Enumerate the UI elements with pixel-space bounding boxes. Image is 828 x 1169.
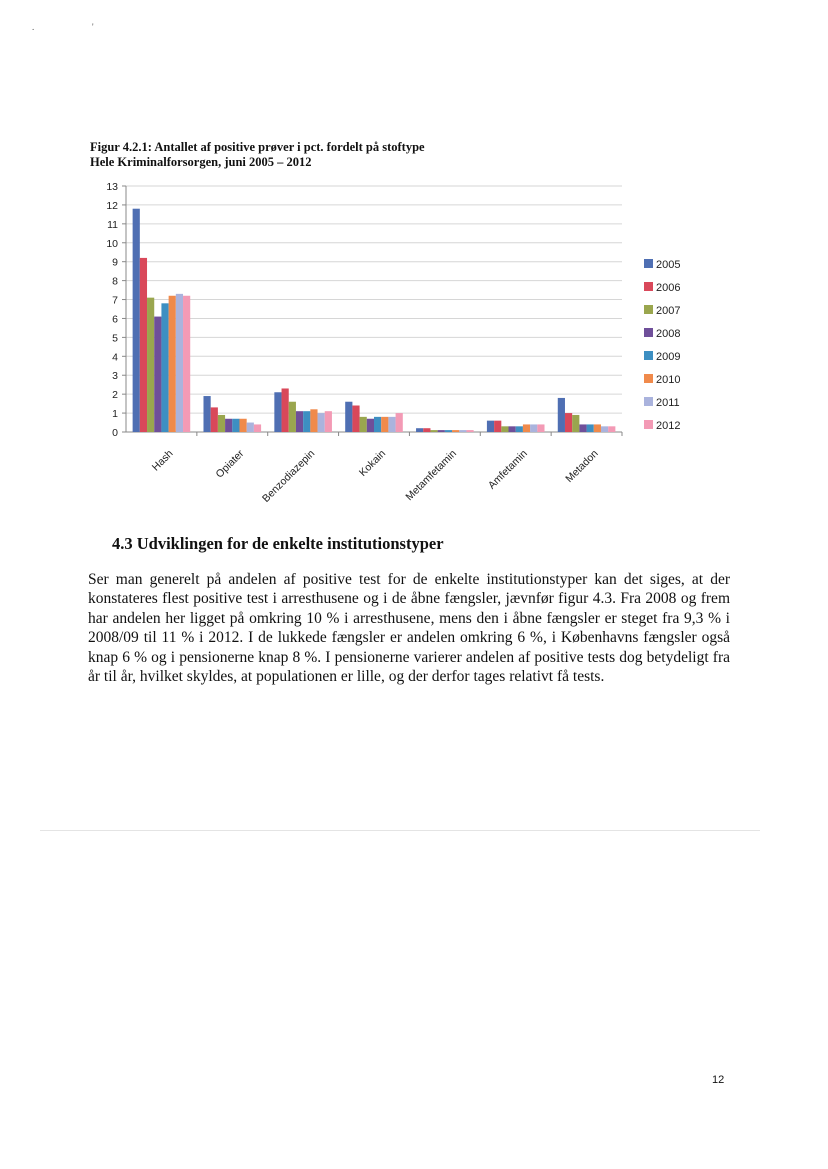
bar-2008-metamfetamin (438, 430, 445, 432)
bar-2007-amfetamin (501, 426, 508, 432)
bar-2008-amfetamin (509, 426, 516, 432)
bar-2012-metamfetamin (466, 430, 473, 432)
bar-chart (0, 0, 828, 520)
bar-2007-opiater (218, 415, 225, 432)
page-divider (40, 830, 760, 831)
y-tick-label: 10 (106, 237, 118, 250)
y-tick-label: 7 (112, 294, 118, 307)
y-tick-label: 3 (112, 370, 118, 383)
page-number: 12 (712, 1074, 725, 1086)
legend-label-2010: 2010 (656, 374, 681, 386)
bar-2011-metamfetamin (459, 430, 466, 432)
bar-2009-benzodiazepin (303, 411, 310, 432)
bar-2005-hash (133, 209, 140, 432)
bar-2006-metamfetamin (423, 428, 430, 432)
bar-2007-hash (147, 298, 154, 432)
bar-2009-kokain (374, 417, 381, 432)
y-tick-label: 4 (112, 351, 118, 364)
bar-2009-hash (161, 303, 168, 432)
bar-2012-metadon (608, 426, 615, 432)
bar-2006-hash (140, 258, 147, 432)
legend-label-2006: 2006 (656, 282, 681, 294)
legend-swatch-2012 (644, 420, 653, 429)
legend-swatch-2007 (644, 305, 653, 314)
bar-2010-hash (169, 296, 176, 432)
y-tick-label: 12 (106, 199, 118, 212)
bar-2006-metadon (565, 413, 572, 432)
bar-2007-metamfetamin (430, 430, 437, 432)
bar-2008-opiater (225, 419, 232, 432)
bar-2006-opiater (211, 407, 218, 432)
bar-2009-metadon (587, 424, 594, 432)
bar-2009-amfetamin (516, 426, 523, 432)
bar-2012-benzodiazepin (325, 411, 332, 432)
bar-2009-opiater (232, 419, 239, 432)
bar-2010-metadon (594, 424, 601, 432)
section-heading: 4.3 Udviklingen for de enkelte institutionstyper (112, 534, 444, 553)
legend-swatch-2006 (644, 282, 653, 291)
scan-speck: ' (92, 22, 94, 32)
y-tick-label: 13 (106, 181, 118, 193)
bar-2011-amfetamin (530, 424, 537, 432)
bar-2005-metadon (558, 398, 565, 432)
bar-2012-kokain (396, 413, 403, 432)
legend-swatch-2005 (644, 259, 653, 268)
bar-2007-kokain (360, 417, 367, 432)
bar-2005-amfetamin (487, 421, 494, 432)
x-tick-label: Hash (149, 447, 176, 474)
legend-label-2007: 2007 (656, 305, 681, 317)
bar-2007-metadon (572, 415, 579, 432)
legend-swatch-2011 (644, 397, 653, 406)
legend-label-2005: 2005 (656, 259, 681, 271)
legend-label-2011: 2011 (656, 397, 680, 409)
bar-2011-benzodiazepin (318, 413, 325, 432)
scan-speck: . (32, 22, 35, 32)
bar-2005-opiater (203, 396, 210, 432)
bar-2008-benzodiazepin (296, 411, 303, 432)
bar-2008-kokain (367, 419, 374, 432)
x-tick-label: Opiater (213, 447, 247, 481)
bar-2006-benzodiazepin (282, 388, 289, 432)
bar-2008-metadon (579, 424, 586, 432)
legend-swatch-2009 (644, 351, 653, 360)
bar-2005-kokain (345, 402, 352, 432)
bar-2010-opiater (239, 419, 246, 432)
y-tick-label: 0 (112, 427, 118, 439)
y-tick-label: 2 (112, 389, 118, 402)
legend-swatch-2010 (644, 374, 653, 383)
x-tick-label: Metamfetamin (403, 447, 459, 504)
legend-label-2009: 2009 (656, 351, 681, 363)
bar-2012-hash (183, 296, 190, 432)
bar-2010-metamfetamin (452, 430, 459, 432)
legend-label-2008: 2008 (656, 328, 681, 340)
body-paragraph: Ser man generelt på andelen af positive test for de enkelte institutionstyper kan det siges, at der konstateres flest positive test i arresthusene og i de åbne fængsler, jævnfør figur 4.3. Fra 2008 og frem har andelen her ligget på omkring 10 % i arresthusene, mens den i åbne fængsler er steget fra 9,3 % i 2008/09 til 11 % i 2012. I de lukkede fængsler er andelen omkring 6 %, i Københavns fængsler også knap 6 % og i pensionerne knap 8 %. I pensionerne varierer andelen af positive tests dog betydeligt fra år til år, hvilket skyldes, at populationen er lille, og der derfor tages relativt få tests. (88, 571, 730, 686)
x-tick-label: Kokain (356, 447, 389, 479)
y-tick-label: 1 (112, 408, 118, 421)
figure-caption-subtitle: Hele Kriminalforsorgen, juni 2005 – 2012 (90, 155, 312, 169)
bar-2011-hash (176, 294, 183, 432)
bar-2010-amfetamin (523, 424, 530, 432)
y-tick-label: 9 (112, 256, 118, 269)
bar-2010-benzodiazepin (310, 409, 317, 432)
y-tick-label: 5 (112, 332, 118, 345)
bar-2011-opiater (247, 423, 254, 432)
bar-2009-metamfetamin (445, 430, 452, 432)
figure-caption-title: Figur 4.2.1: Antallet af positive prøver i pct. fordelt på stoftype (90, 140, 425, 154)
x-tick-label: Metadon (563, 447, 601, 486)
bar-2010-kokain (381, 417, 388, 432)
y-tick-label: 6 (112, 313, 118, 326)
x-tick-label: Amfetamin (485, 447, 530, 492)
legend-label-2012: 2012 (656, 420, 681, 432)
bar-2011-kokain (388, 417, 395, 432)
bar-2012-opiater (254, 424, 261, 432)
bar-2005-benzodiazepin (274, 392, 281, 432)
bar-2005-metamfetamin (416, 428, 423, 432)
bar-2012-amfetamin (537, 424, 544, 432)
y-tick-label: 8 (112, 275, 118, 288)
bar-2011-metadon (601, 426, 608, 432)
x-tick-label: Benzodiazepin (260, 447, 318, 505)
bar-2007-benzodiazepin (289, 402, 296, 432)
y-tick-label: 11 (107, 218, 118, 231)
bar-2006-kokain (352, 406, 359, 432)
legend-swatch-2008 (644, 328, 653, 337)
bar-2008-hash (154, 317, 161, 432)
bar-2006-amfetamin (494, 421, 501, 432)
